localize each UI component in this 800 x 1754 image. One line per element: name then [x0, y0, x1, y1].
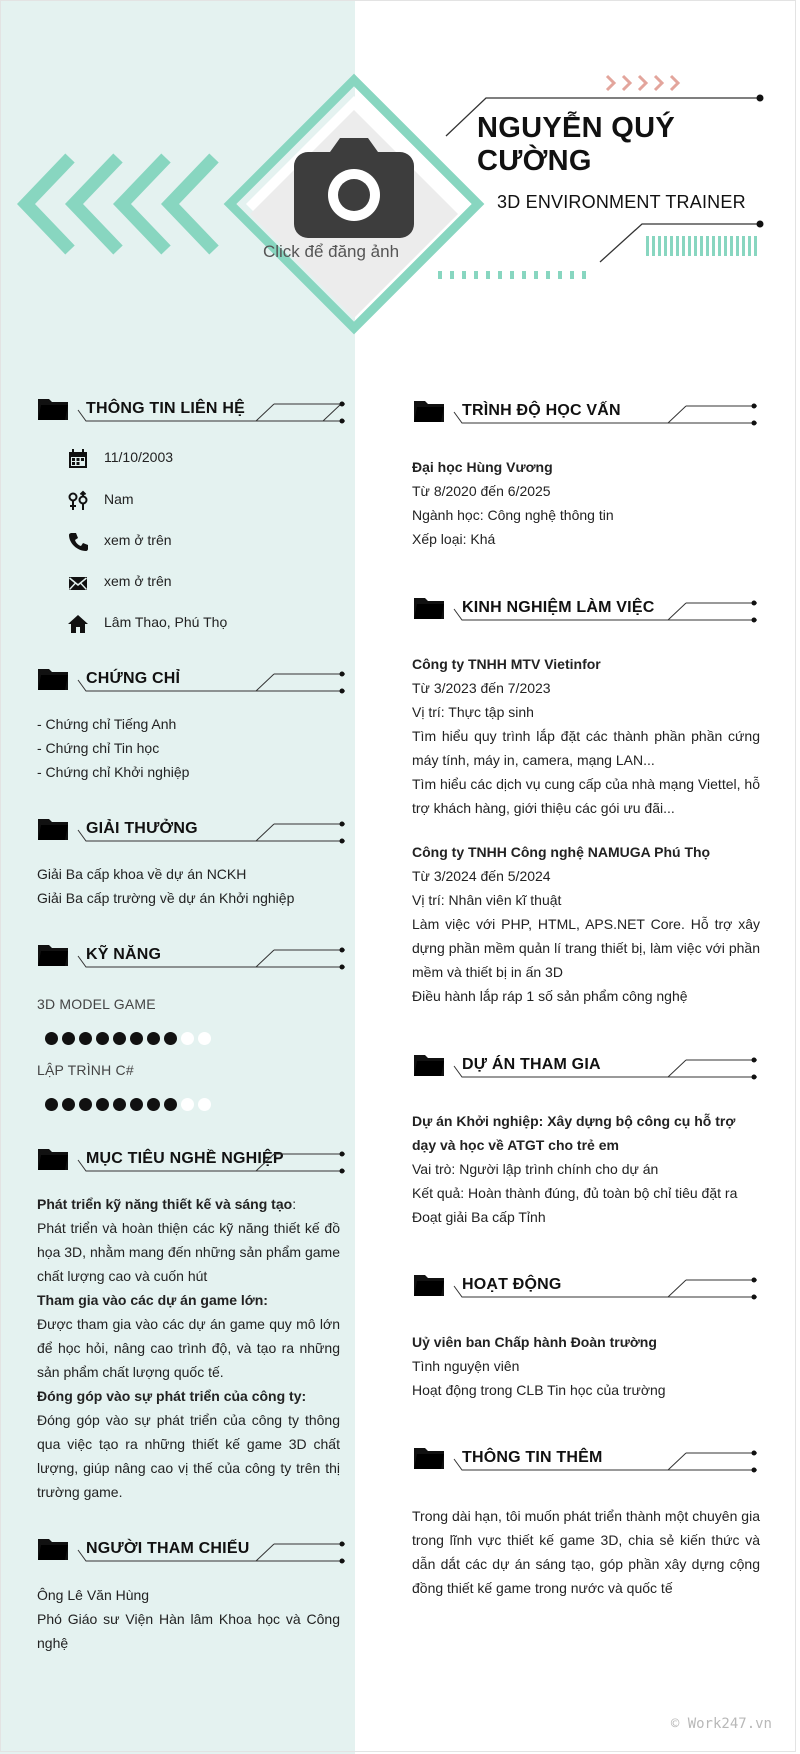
rating-dot-filled — [96, 1032, 109, 1045]
section-title: KỸ NĂNG — [86, 946, 162, 963]
list-item: Tình nguyện viên — [412, 1358, 520, 1374]
section-divider — [78, 390, 345, 434]
folder-icon — [38, 666, 68, 690]
section-title: HOẠT ĐỘNG — [462, 1276, 562, 1293]
rating-dot-filled — [62, 1032, 75, 1045]
section-title: DỰ ÁN THAM GIA — [462, 1056, 601, 1073]
job-title: 3D ENVIRONMENT TRAINER — [497, 192, 746, 212]
list-item: - Chứng chỉ Tiếng Anh — [37, 716, 177, 732]
section-projects — [414, 1046, 757, 1090]
section-title: MỤC TIÊU NGHỀ NGHIỆP — [86, 1150, 284, 1167]
avatar-upload[interactable] — [240, 100, 468, 328]
section-extra-info — [414, 1439, 757, 1483]
objective-body — [37, 1192, 340, 1504]
phone-value: xem ở trên — [104, 532, 172, 548]
project-title: Dự án Khởi nghiệp: Xây dựng bộ công cụ hỗ trợ dạy và học về ATGT cho trẻ em — [412, 1113, 736, 1153]
extra-info-body: Trong dài hạn, tôi muốn phát triển thành một chuyên gia trong lĩnh vực thiết kế game 3D, chia sẻ kiến thức và dẫn dắt các dự án sáng tạo, góp phần xây dựng cộng đồng thiết kế game trong nước và quốc tế — [412, 1508, 760, 1596]
folder-icon — [38, 816, 68, 840]
activities-list — [412, 1330, 760, 1402]
section-objective — [38, 1140, 345, 1184]
education-grade: Xếp loại: Khá — [412, 531, 496, 547]
objective-item — [37, 1192, 340, 1216]
section-divider — [454, 589, 757, 633]
rating-dot-filled — [62, 1098, 75, 1111]
section-certificates — [38, 660, 345, 704]
rating-dot-filled — [79, 1098, 92, 1111]
name-line-2: CƯỜNG — [477, 145, 592, 177]
rating-dot-empty — [198, 1098, 211, 1111]
name-line-1: NGUYỄN QUÝ — [477, 112, 675, 144]
birthday-value: 11/10/2003 — [104, 449, 174, 465]
project-award: Đoạt giải Ba cấp Tỉnh — [412, 1209, 546, 1225]
section-divider — [78, 810, 345, 854]
avatar-caption: Click để đăng ảnh — [262, 242, 400, 261]
contact-phone — [68, 530, 338, 554]
projects-body — [412, 1109, 760, 1229]
section-education — [414, 392, 757, 436]
folder-icon — [414, 1272, 444, 1296]
list-item: Hoạt động trong CLB Tin học của trường — [412, 1382, 666, 1398]
contact-address — [68, 612, 338, 636]
experience-job — [412, 840, 760, 1008]
rating-dot-filled — [130, 1032, 143, 1045]
camera-icon — [294, 138, 414, 238]
gender-value: Nam — [104, 491, 134, 507]
rating-dot-filled — [45, 1098, 58, 1111]
reference-name: Ông Lê Văn Hùng — [37, 1587, 150, 1603]
skill-name: 3D MODEL GAME — [37, 996, 156, 1012]
section-contact — [38, 390, 345, 434]
candidate-name — [477, 112, 777, 178]
job-description: Điều hành lắp ráp 1 số sản phẩm công nghệ — [412, 988, 688, 1004]
skill-rating — [45, 1098, 211, 1112]
job-period: Từ 3/2024 đến 5/2024 — [412, 868, 551, 884]
experience-job — [412, 652, 760, 820]
list-item: Giải Ba cấp trường về dự án Khởi nghiệp — [37, 890, 295, 906]
education-body — [412, 455, 760, 551]
calendar-icon — [68, 449, 88, 469]
folder-icon — [414, 1052, 444, 1076]
list-item: - Chứng chỉ Khởi nghiệp — [37, 764, 190, 780]
section-awards — [38, 810, 345, 854]
objective-item-text: Phát triển và hoàn thiện các kỹ năng thiết kế đồ họa 3D, nhằm mang đến những sản phẩm game chất lượng cao và cuốn hút — [37, 1220, 340, 1284]
rating-dot-filled — [45, 1032, 58, 1045]
folder-icon — [38, 1146, 68, 1170]
project-result: Kết quả: Hoàn thành đúng, đủ toàn bộ chỉ tiêu đặt ra — [412, 1185, 738, 1201]
references-body — [37, 1583, 340, 1655]
rating-dot-filled — [147, 1098, 160, 1111]
awards-list — [37, 862, 337, 910]
rating-dot-empty — [181, 1098, 194, 1111]
objective-item-title: Đóng góp vào sự phát triển của công ty: — [37, 1388, 307, 1404]
job-description: Tìm hiểu quy trình lắp đặt các thành phần phần cứng máy tính, máy in, camera, mạng LAN... — [412, 728, 760, 768]
rating-dot-filled — [130, 1098, 143, 1111]
phone-icon — [68, 532, 88, 552]
education-major: Ngành học: Công nghệ thông tin — [412, 507, 614, 523]
rating-dot-filled — [147, 1032, 160, 1045]
skill-name: LẬP TRÌNH C# — [37, 1062, 134, 1078]
objective-item-title: Tham gia vào các dự án game lớn: — [37, 1292, 268, 1308]
rating-dot-empty — [181, 1032, 194, 1045]
email-value: xem ở trên — [104, 573, 172, 589]
rating-dot-filled — [164, 1032, 177, 1045]
contact-birthday — [68, 447, 338, 471]
folder-icon — [414, 1445, 444, 1469]
section-divider — [454, 1439, 757, 1483]
section-title: NGƯỜI THAM CHIẾU — [86, 1540, 250, 1557]
education-period: Từ 8/2020 đến 6/2025 — [412, 483, 551, 499]
job-company: Công ty TNHH MTV Vietinfor — [412, 656, 601, 672]
rating-dot-filled — [96, 1098, 109, 1111]
rating-dot-filled — [113, 1032, 126, 1045]
objective-item-text: Được tham gia vào các dự án game quy mô lớn để học hỏi, nâng cao trình độ, và tạo ra những sản phẩm chất lượng quốc tế. — [37, 1316, 340, 1380]
project-role: Vai trò: Người lập trình chính cho dự án — [412, 1161, 659, 1177]
email-icon — [68, 573, 88, 593]
folder-icon — [38, 1536, 68, 1560]
section-divider — [78, 1530, 345, 1574]
section-divider — [454, 392, 757, 436]
list-item: Uỷ viên ban Chấp hành Đoàn trường — [412, 1334, 657, 1350]
gender-icon — [68, 491, 88, 511]
contact-gender — [68, 489, 338, 513]
job-period: Từ 3/2023 đến 7/2023 — [412, 680, 551, 696]
reference-title: Phó Giáo sư Viện Hàn lâm Khoa học và Công nghệ — [37, 1611, 340, 1651]
objective-item-title: Phát triển kỹ năng thiết kế và sáng tạo — [37, 1196, 293, 1212]
home-icon — [68, 614, 88, 634]
job-company: Công ty TNHH Công nghệ NAMUGA Phú Thọ — [412, 844, 711, 860]
folder-icon — [414, 595, 444, 619]
rating-dot-filled — [79, 1032, 92, 1045]
section-activities — [414, 1266, 757, 1310]
school-name: Đại học Hùng Vương — [412, 459, 553, 475]
certificates-list — [37, 712, 337, 784]
rating-dot-empty — [198, 1032, 211, 1045]
job-position: Vị trí: Thực tập sinh — [412, 704, 534, 720]
job-description: Tìm hiểu các dịch vụ cung cấp của nhà mạng Viettel, hỗ trợ khách hàng, giới thiệu các gói ưu đãi... — [412, 776, 760, 816]
section-title: KINH NGHIỆM LÀM VIỆC — [462, 599, 655, 616]
address-value: Lâm Thao, Phú Thọ — [104, 614, 228, 630]
section-divider — [78, 936, 345, 980]
job-description: Làm việc với PHP, HTML, APS.NET Core. Hỗ trợ xây dựng phần mềm quản lí trang thiết bị, làm việc với phần mềm và thiết bị in ấn 3D — [412, 916, 760, 980]
section-divider — [78, 660, 345, 704]
objective-item-text: Đóng góp vào sự phát triển của công ty thông qua việc tạo ra những thiết kế game 3D chất lượng, giúp nâng cao vị thế của công ty trên thị trường game. — [37, 1412, 340, 1500]
section-references — [38, 1530, 345, 1574]
section-divider — [454, 1046, 757, 1090]
section-experience — [414, 589, 757, 633]
section-title: TRÌNH ĐỘ HỌC VẤN — [462, 402, 621, 419]
section-divider — [78, 1140, 345, 1184]
watermark: © Work247.vn — [670, 1716, 772, 1732]
skill-rating — [45, 1032, 211, 1046]
objective-item-colon: : — [292, 1196, 297, 1212]
rating-dot-filled — [113, 1098, 126, 1111]
rating-dot-filled — [164, 1098, 177, 1111]
section-skills — [38, 936, 345, 980]
list-item: Giải Ba cấp khoa về dự án NCKH — [37, 866, 247, 882]
section-title: CHỨNG CHỈ — [86, 670, 181, 687]
section-title: GIẢI THƯỞNG — [86, 820, 198, 837]
section-divider — [454, 1266, 757, 1310]
job-position: Vị trí: Nhân viên kĩ thuật — [412, 892, 562, 908]
folder-icon — [38, 942, 68, 966]
folder-icon — [414, 398, 444, 422]
list-item: - Chứng chỉ Tin học — [37, 740, 160, 756]
section-title: THÔNG TIN THÊM — [462, 1449, 603, 1466]
folder-icon — [38, 396, 68, 420]
contact-email — [68, 571, 338, 595]
section-title: THÔNG TIN LIÊN HỆ — [86, 400, 245, 417]
